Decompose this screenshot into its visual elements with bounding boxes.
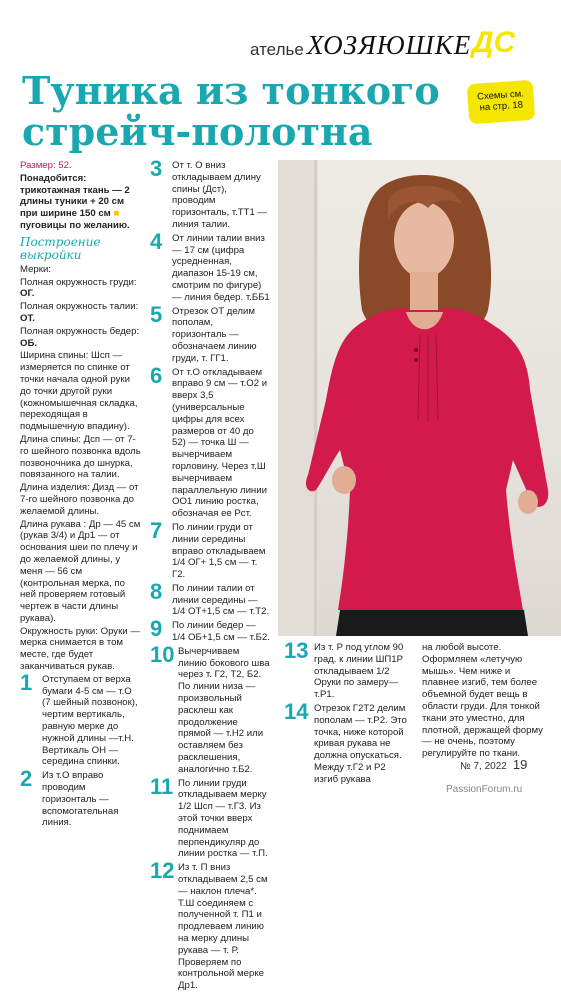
- size-line: Размер: 52.: [20, 160, 72, 171]
- step-number: 13: [284, 638, 309, 663]
- step-5: [150, 301, 270, 365]
- header-atelier: ателье: [250, 40, 304, 59]
- step-text: Вычерчиваем линию бокового шва через т. Г2, Т2, Б2. По линии низа — произвольный расклеш как продолжение прямой — т.Н2 или оставляем без расклешения, аналогично т.Б2.: [178, 645, 270, 775]
- bat-sleeve-paragraph: на любой высоте. Оформляем «летучую мышь». Чем ниже и плавнее изгиб, тем более объемной будет вещь в области груди. Для тонкой ткани это уместно, для плотной, держащей форму — не очень, поэтому регулируйте по ткани.: [422, 642, 543, 760]
- issue-number: № 7, 2022: [460, 761, 507, 772]
- materials-label: Понадобится:: [20, 172, 87, 184]
- title-line-1: Туника из тонкого: [22, 68, 440, 113]
- materials-text: трикотажная ткань — 2 длины туники + 20 см при ширине 150 см: [20, 184, 130, 220]
- header-brand: ХОЗЯЮШКЕ: [307, 30, 472, 60]
- subhead-line-1: Построение: [20, 234, 101, 249]
- step-number: 3: [150, 156, 163, 181]
- step-3: [150, 156, 270, 231]
- step-8: [150, 578, 270, 618]
- step-10: [150, 641, 270, 776]
- subhead-line-2: выкройки: [20, 247, 82, 262]
- header-logo-ds: ДС: [472, 26, 516, 59]
- step-number: 2: [20, 766, 33, 792]
- schemes-badge: [467, 80, 536, 125]
- article-title: [22, 70, 462, 152]
- step-text: Отступаем от верха бумаги 4-5 см — т.О (7 шейный позвонок), чертим вертикаль, равную мерке до нужной длины —т.Н. Вертикаль ОН — середина спинки.: [42, 673, 138, 768]
- step-number: 11: [150, 773, 174, 799]
- badge-line-2: на стр. 18: [479, 99, 524, 114]
- text-column-1: [20, 160, 142, 831]
- step-text: Из т. П вниз откладываем 2,5 см — наклон плеча*. Т.Ш соединяем с полученной т. П1 и продлеваем линию на мерку длины рукава — т. Р. Проверяем по контрольной мерке Др1.: [178, 862, 268, 992]
- step-number: 1: [20, 669, 33, 695]
- step-number: 10: [150, 641, 175, 667]
- measure-ot: [20, 301, 142, 325]
- step-13: [284, 638, 408, 701]
- measure-og-value: ОГ.: [20, 288, 35, 300]
- step-text: От линии талии вниз — 17 см (цифра усредненная, диапазон 15-19 см, смотрим по фигуре) — линия бедер. т.ББ1: [172, 232, 270, 303]
- page-number: 19: [512, 757, 528, 772]
- step-text: По линии груди от линии середины вправо откладываем 1/4 ОГ+ 1,5 см — т. Г2.: [172, 521, 266, 581]
- materials-tail: пуговицы по желанию.: [20, 219, 130, 231]
- step-9: [150, 616, 270, 644]
- measure-shsp: Ширина спины: Шсп — измеряется по спинке от точки начала одной руки до точки другой руки (кожномышечная складка, переходящая в подмышечную впадину).: [20, 350, 138, 433]
- materials-paragraph: [20, 173, 142, 232]
- measure-ot-label: Полная окружность талии:: [20, 301, 139, 313]
- measure-og-label: Полная окружность груди:: [20, 276, 137, 288]
- step-text: Из т.О вправо проводим горизонталь — вспомогательная линия.: [42, 770, 119, 829]
- step-text: По линии бедер — 1/4 ОБ+1,5 см — т.Б2.: [172, 620, 270, 644]
- text-column-3: [284, 638, 408, 788]
- step-number: 6: [150, 362, 163, 388]
- step-number: 8: [150, 578, 163, 604]
- measure-dizd: Длина изделия: Дизд — от 7-го шейного позвонка до желаемой длины.: [20, 482, 139, 517]
- measure-ob-value: ОБ.: [20, 337, 38, 349]
- step-7: [150, 517, 270, 581]
- measure-ob: [20, 326, 142, 350]
- text-column-2: [150, 156, 270, 994]
- step-6: [150, 362, 270, 520]
- step-text: Из т. Р под углом 90 град. к линии ШП1Р откладываем 1/2 Оруки по замеру— т.Р1.: [314, 642, 404, 701]
- step-text: Отрезок Г2Т2 делим пополам — т.Р2. Это точка, ниже которой кривая рукава не должна опускаться. Между т.Г2 и Р2 изгиб рукава: [314, 702, 407, 785]
- step-4: [150, 228, 270, 304]
- step-14: [284, 698, 408, 786]
- section-subhead: [20, 236, 142, 262]
- step-11: [150, 773, 270, 861]
- step-number: 5: [150, 301, 163, 327]
- step-number: 12: [150, 858, 175, 884]
- step-12: [150, 858, 270, 992]
- measure-og: [20, 277, 142, 301]
- measure-dr: Длина рукава : Др — 45 см (рукав 3/4) и Др1 — от основания шеи по плечу и до желаемой длины, у меня — 56 см (контрольная мерка, по ней проверяем готовый чертеж в части длины рукава).: [20, 518, 141, 624]
- step-text: От т. О вниз откладываем длину спины (Дст), проводим горизонталь, т.ТТ1 — линия талии.: [172, 160, 268, 230]
- text-column-4: [422, 642, 546, 761]
- measure-ot-value: ОТ.: [20, 312, 35, 324]
- badge-line-1: Схемы см.: [476, 88, 525, 103]
- step-text: От т.О откладываем вправо 9 см — т.О2 и вверх 3,5 (универсальные цифры для всех размеров от 40 до 52) — точка Ш — вычерчиваем горловину. Через т.Ш вычерчиваем параллельную линии ОО1 линию ростка, обозначая ее Рст.: [172, 366, 268, 520]
- title-line-2: стрейч-полотна: [22, 109, 373, 154]
- measure-or: Окружность руки: Оруки — мерка снимается в том месте, где будет заканчиваться рукав.: [20, 625, 140, 673]
- step-number: 7: [150, 517, 163, 543]
- step-text: Отрезок ОТ делим пополам, горизонталь — обозначаем линию груди, т. ГГ1.: [172, 305, 257, 364]
- measurements-label: Мерки:: [20, 263, 51, 275]
- step-number: 4: [150, 228, 163, 254]
- step-text: По линии груди откладываем мерку 1/2 Шсп — т.Г3. Из этой точки вверх поднимаем перпендикуляр до линии ростка — т.П.: [178, 777, 268, 860]
- step-number: 9: [150, 616, 163, 642]
- step-number: 14: [284, 698, 309, 724]
- woman-in-pink-tunic-illustration: [278, 160, 561, 636]
- page-footer: [460, 757, 527, 772]
- bullet-icon: ■: [113, 208, 120, 220]
- measure-ob-label: Полная окружность бедер:: [20, 325, 140, 337]
- measure-dsp: Длина спины: Дсп — от 7-го шейного позвонка вдоль позвоночника до шнурка, повязанного на талии.: [20, 433, 141, 481]
- step-text: По линии талии от линии середины — 1/4 ОТ+1,5 см — т.Т2.: [172, 582, 270, 618]
- step-1: [20, 669, 142, 768]
- model-photo: [278, 160, 561, 636]
- watermark: PassionForum.ru: [446, 784, 523, 795]
- step-2: [20, 766, 142, 829]
